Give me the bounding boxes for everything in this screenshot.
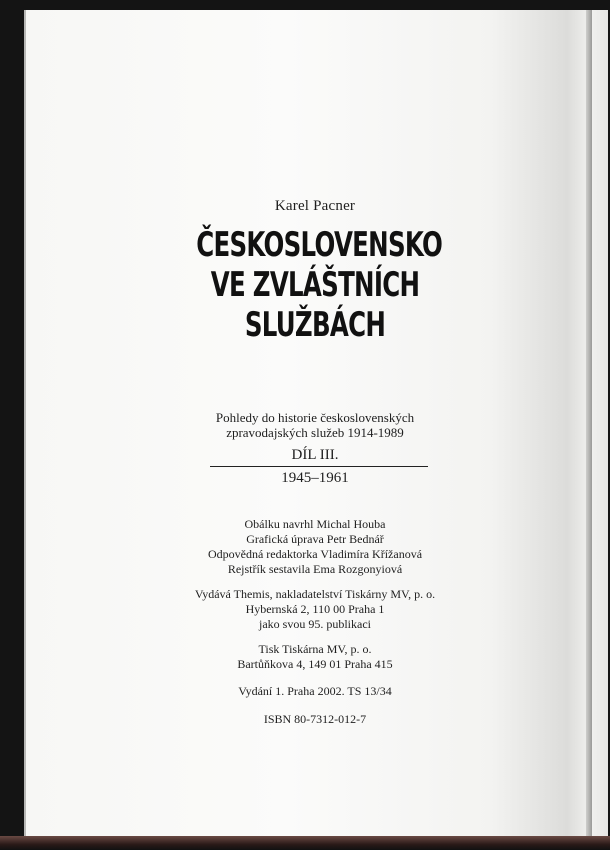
book-title-line: SLUŽBÁCH	[244, 305, 386, 345]
divider-rule	[210, 466, 428, 467]
publisher-line: Hybernská 2, 110 00 Praha 1	[245, 602, 385, 616]
page-edge	[586, 10, 592, 838]
book-title-line: ČESKOSLOVENSKO	[196, 225, 443, 265]
isbn-line: ISBN 80-7312-012-7	[263, 712, 367, 726]
credit-line: Odpovědná redaktorka Vladimíra Křížanová	[207, 547, 423, 561]
edition-line: Vydání 1. Praha 2002. TS 13/34	[238, 684, 392, 698]
credits-block	[150, 517, 480, 577]
publisher-line: Vydává Themis, nakladatelství Tiskárny MV, p. o.	[194, 587, 436, 601]
credit-line: Obálku navrhl Michal Houba	[244, 517, 386, 531]
credit-line: Rejstřík sestavila Ema Rozgonyiová	[227, 562, 403, 576]
book-title-line: VE ZVLÁŠTNÍCH	[210, 265, 420, 305]
credit-line: Grafická úprava Petr Bednář	[246, 532, 384, 546]
publisher-line: jako svou 95. publikaci	[259, 617, 371, 631]
printer-block	[150, 642, 480, 672]
volume-years: 1945–1961	[281, 470, 349, 486]
book-subtitle	[150, 410, 480, 440]
author-name: Karel Pacner	[274, 198, 356, 214]
subtitle-line: Pohledy do historie československých	[215, 410, 415, 425]
subtitle-line: zpravodajských služeb 1914-1989	[226, 425, 404, 440]
book-title	[196, 225, 443, 345]
scan-bottom-edge	[0, 836, 610, 850]
printer-line: Bartůňkova 4, 149 01 Praha 415	[237, 657, 393, 671]
printer-line: Tisk Tiskárna MV, p. o.	[258, 642, 372, 656]
volume-part: DÍL III.	[291, 447, 339, 463]
publisher-block	[150, 587, 480, 632]
